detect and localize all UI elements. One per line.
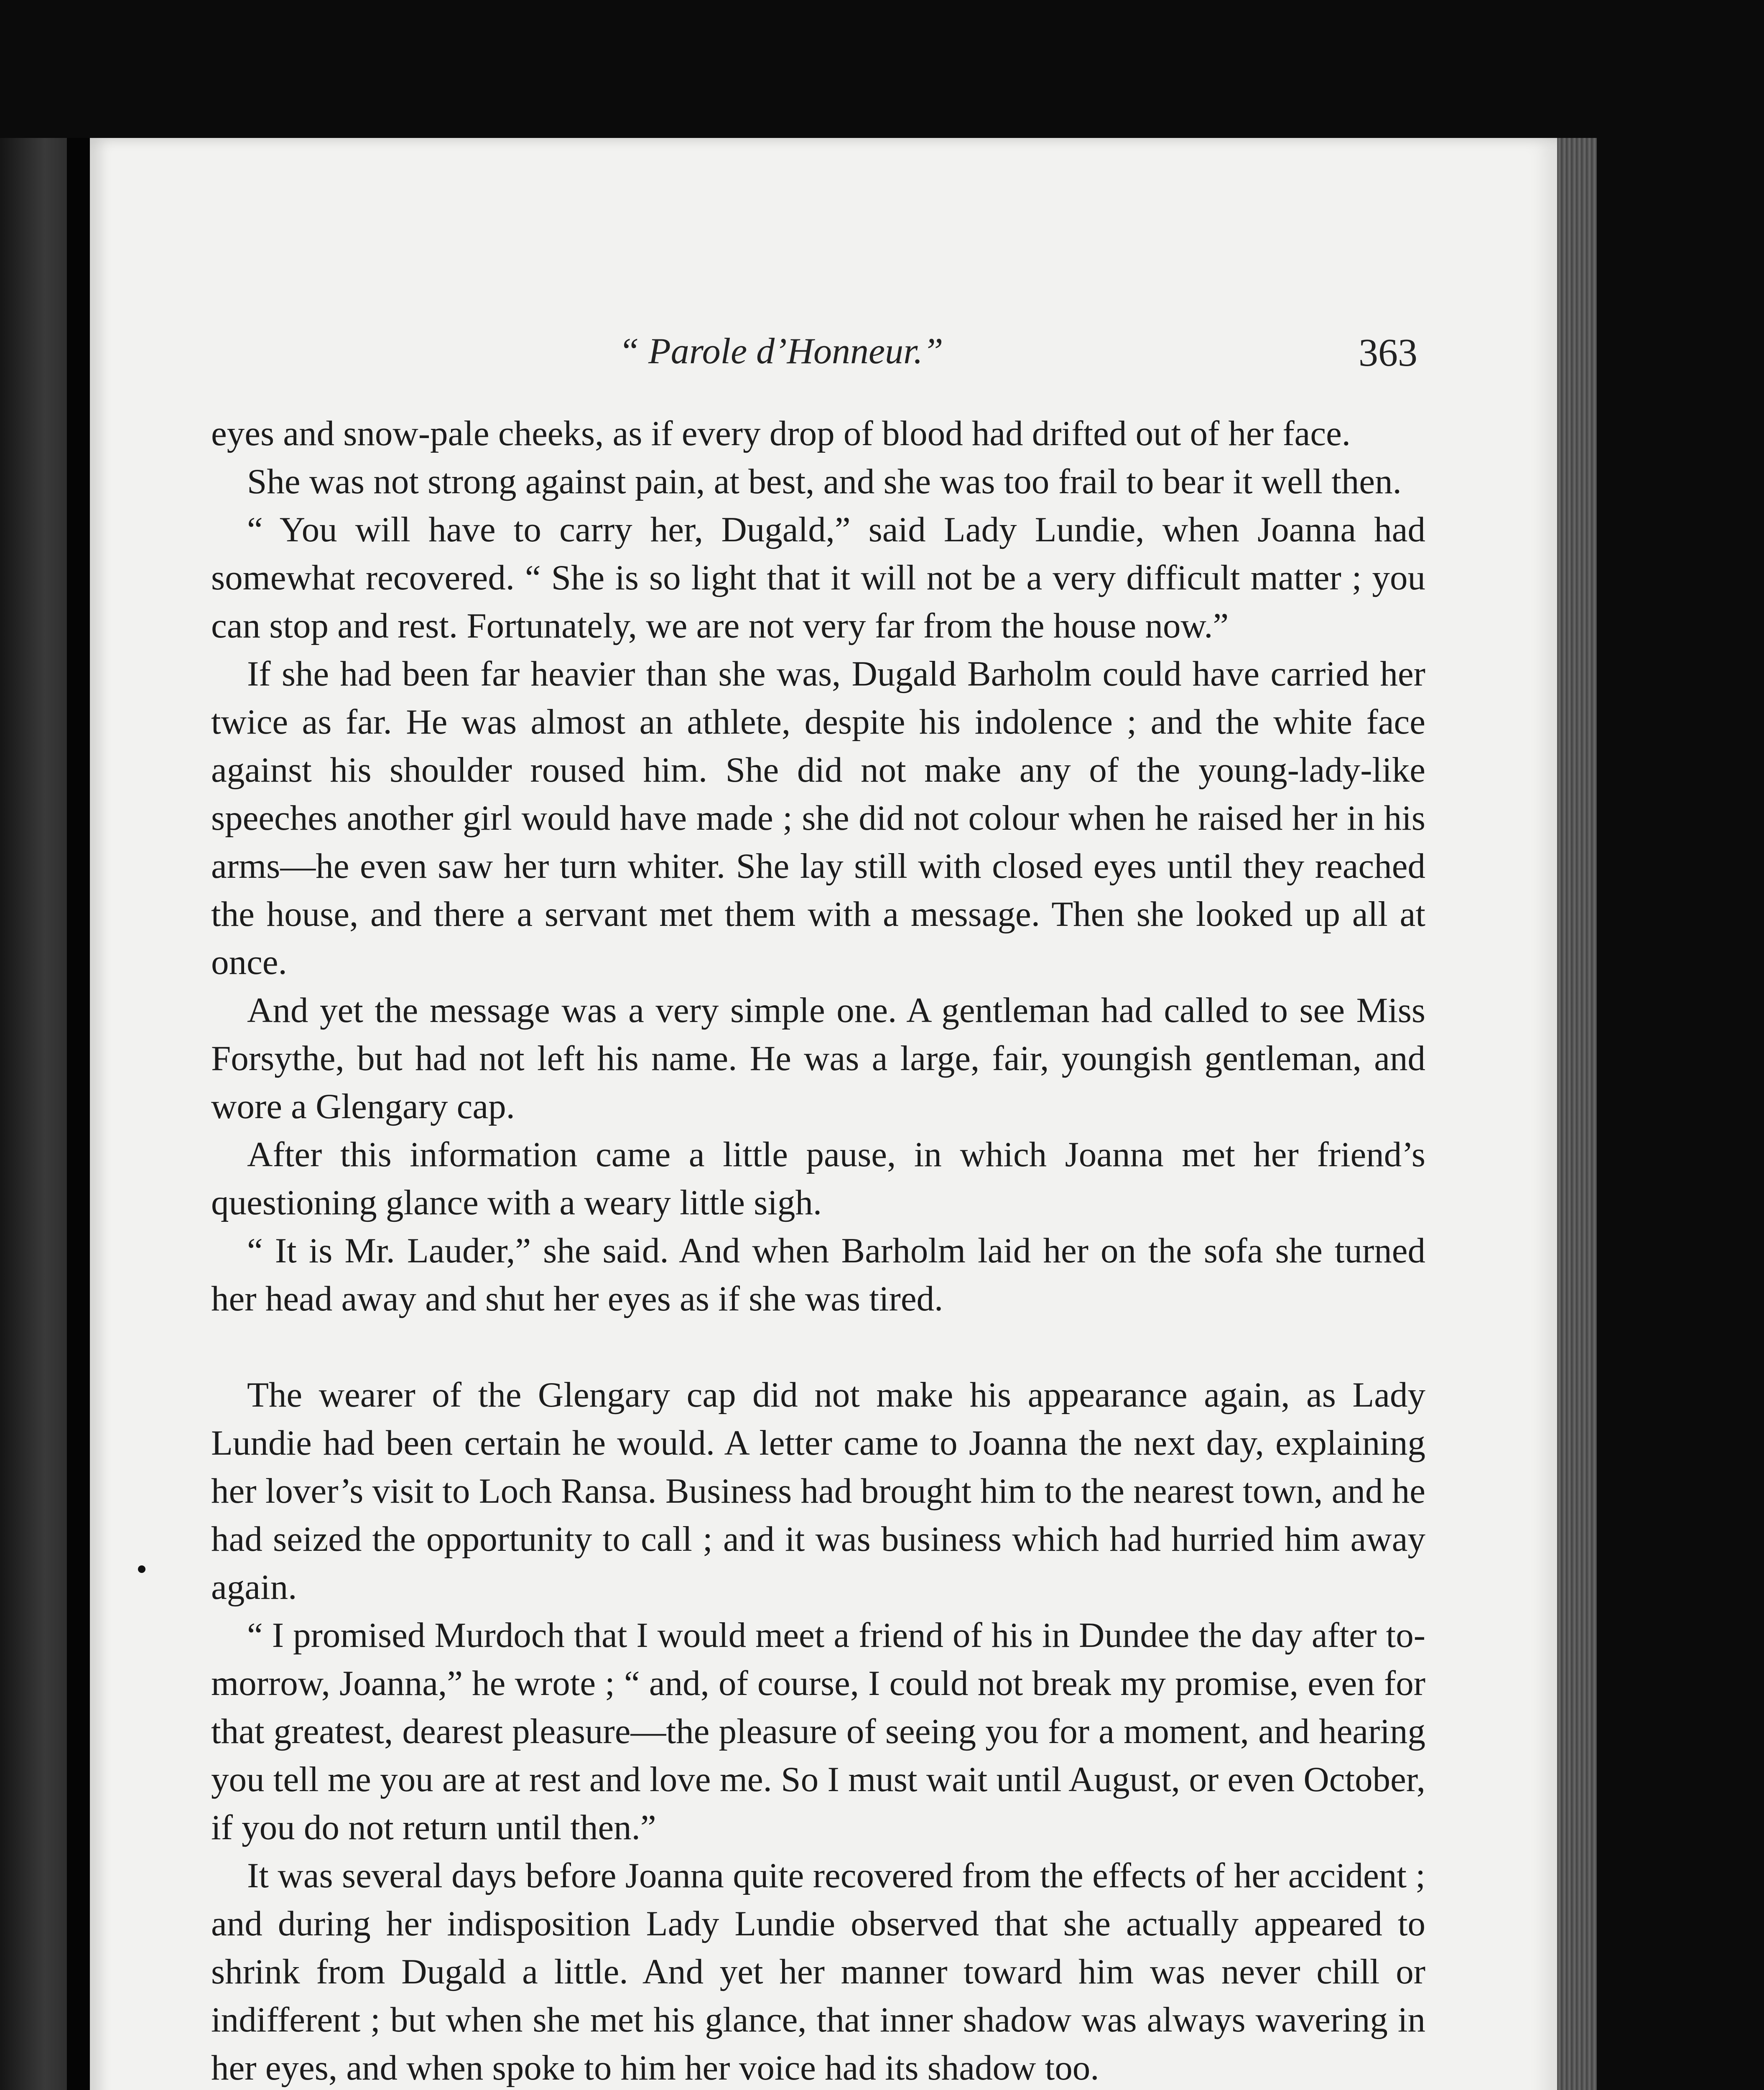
- running-title: “ Parole d’Honneur.”: [619, 331, 943, 372]
- page-header: [619, 330, 1455, 389]
- paragraph: If she had been far heavier than she was, Dugald Barholm could have carried her twice as far. He was almost an athlete, despite his indolence ; and the white face against his shoulder roused him. She did not make any of the young-lady-like speeches another girl would have made ; she did not colour when he raised her in his arms—he even saw her turn whiter. She lay still with closed eyes until they reached the house, and there a servant met them with a message. Then she looked up all at once.: [211, 654, 1425, 982]
- page-number: 363: [1359, 331, 1417, 375]
- body-text: [211, 410, 1425, 2090]
- paragraph: The wearer of the Glengary cap did not make his appearance again, as Lady Lundie had been certain he would. A letter came to Joanna the next day, explaining her lover’s visit to Loch Ransa. Business had brought him to the nearest town, and he had seized the opportunity to call ; and it was business which had hurried him away again.: [211, 1375, 1425, 1607]
- paragraph: “ It is Mr. Lauder,” she said. And when Barholm laid her on the sofa she turned her head away and shut her eyes as if she was tired.: [211, 1231, 1425, 1318]
- paragraph: She was not strong against pain, at best, and she was too frail to bear it well then.: [247, 462, 1402, 501]
- paragraph: eyes and snow-pale cheeks, as if every drop of blood had drifted out of her face.: [211, 414, 1351, 453]
- paragraph: “ I promised Murdoch that I would meet a friend of his in Dundee the day after to-morrow, Joanna,” he wrote ; “ and, of course, I could not break my promise, even for that greatest, dearest pleasure—the pleasure of seeing you for a moment, and hearing you tell me you are at rest and love me. So I must wait until August, or even October, if you do not return until then.”: [211, 1616, 1425, 1847]
- paragraph: After this information came a little pause, in which Joanna met her friend’s questioning glance with a weary little sigh.: [211, 1135, 1425, 1222]
- facing-page-edge: [0, 138, 75, 2090]
- paragraph: It was several days before Joanna quite recovered from the effects of her accident ; and during her indisposition Lady Lundie observed that she actually appeared to shrink from Dugald a little. And yet her manner toward him was never chill or indifferent ; but when she met his glance, that inner shadow was always wavering in her eyes, and when spoke to him her voice had its shadow too.: [211, 1856, 1425, 2087]
- paragraph: “ You will have to carry her, Dugald,” said Lady Lundie, when Joanna had somewhat recovered. “ She is so light that it will not be a very difficult matter ; you can stop and rest. Fortunately, we are not very far from the house now.”: [211, 510, 1425, 645]
- ink-speck: [138, 1565, 145, 1573]
- paragraph: And yet the message was a very simple one. A gentleman had called to see Miss Forsythe, but had not left his name. He was a large, fair, youngish gentleman, and wore a Glengary cap.: [211, 991, 1425, 1126]
- page-stack-edge: [1557, 138, 1597, 2090]
- book-gutter: [67, 138, 92, 2090]
